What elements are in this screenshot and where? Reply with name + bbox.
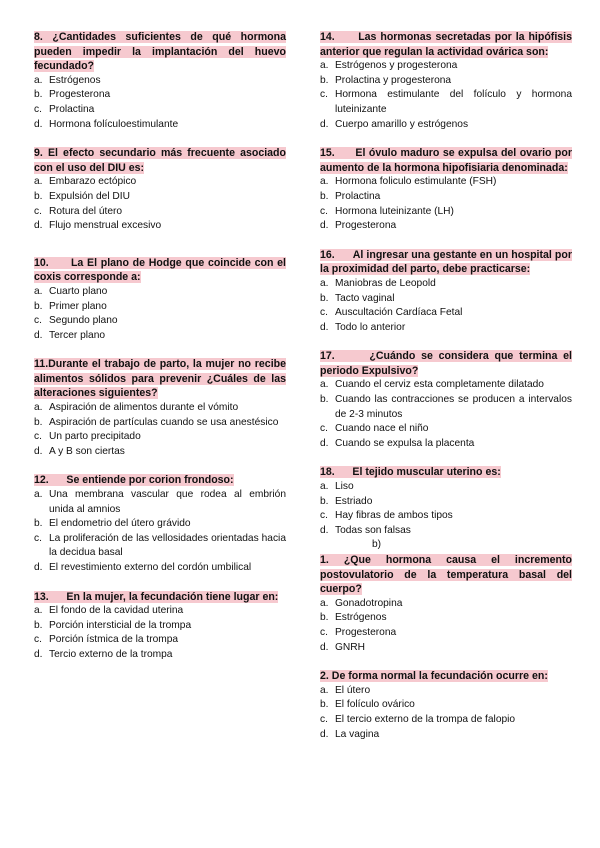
- option-c[interactable]: c. Hay fibras de ambos tipos: [320, 510, 453, 522]
- question-title: 12. Se entiende por corion frondoso:: [34, 474, 234, 487]
- option-b[interactable]: b. Tacto vaginal: [320, 292, 395, 304]
- option-b[interactable]: b. Expulsión del DIU: [34, 190, 130, 202]
- option-b[interactable]: b. El endometrio del útero grávido: [34, 518, 191, 530]
- option-b[interactable]: b. Prolactina y progesterona: [320, 74, 452, 86]
- option-a[interactable]: a. Maniobras de Leopold: [320, 277, 436, 289]
- option-d[interactable]: d. El revestimiento externo del cordón umbilical: [34, 562, 252, 573]
- option-list: [34, 604, 286, 662]
- option-c[interactable]: c. Porción ístmica de la trompa: [34, 634, 179, 646]
- left-column: [34, 30, 286, 663]
- option-c[interactable]: c. Auscultación Cardíaca Fetal: [320, 307, 463, 319]
- option-list: [320, 597, 572, 655]
- trailing-note: b): [372, 539, 382, 551]
- option-a[interactable]: a. Cuarto plano: [34, 285, 108, 297]
- option-d[interactable]: d. Tercer plano: [34, 329, 106, 341]
- option-b[interactable]: b. Cuando las contracciones se producen a intervalos de 2-3 minutos: [320, 394, 572, 420]
- question-17: [320, 349, 572, 451]
- question-title: 9. El efecto secundario más frecuente asociado con el uso del DIU es:: [34, 147, 286, 174]
- option-d[interactable]: d. La vagina: [320, 728, 380, 740]
- question-12: [34, 473, 286, 575]
- option-d[interactable]: d. Todo lo anterior: [320, 321, 406, 333]
- question-10: [34, 256, 286, 344]
- question-16: [320, 248, 572, 336]
- option-a[interactable]: a. Una membrana vascular que rodea al embrión unida al amnios: [34, 489, 286, 515]
- right-column: [320, 30, 572, 742]
- option-c[interactable]: c. Rotura del útero: [34, 205, 123, 217]
- option-b[interactable]: b. Primer plano: [34, 300, 107, 312]
- option-a[interactable]: a. Hormona foliculo estimulante (FSH): [320, 176, 497, 188]
- option-c[interactable]: c. Hormona estimulante del folículo y hormona luteinizante: [320, 89, 572, 115]
- question-13: [34, 590, 286, 663]
- question-8: [34, 30, 286, 132]
- option-a[interactable]: a. Embarazo ectópico: [34, 176, 137, 188]
- option-c[interactable]: c. Cuando nace el niño: [320, 423, 429, 435]
- option-list: [34, 285, 286, 343]
- question-title: 13. En la mujer, la fecundación tiene lugar en:: [34, 590, 279, 603]
- option-list: [34, 175, 286, 233]
- question-18: [320, 465, 572, 553]
- question-title: 8. ¿Cantidades suficientes de qué hormona pueden impedir la implantación del huevo fecundado?: [34, 31, 286, 73]
- question-9: [34, 146, 286, 234]
- question-14: [320, 30, 572, 132]
- option-d[interactable]: d. Hormona folículoestimulante: [34, 118, 179, 130]
- option-d[interactable]: d. Tercio externo de la trompa: [34, 648, 173, 660]
- question-1: [320, 553, 572, 655]
- option-c[interactable]: c. Segundo plano: [34, 315, 118, 327]
- option-a[interactable]: a. Aspiración de alimentos durante el vómito: [34, 402, 239, 414]
- option-a[interactable]: a. Cuando el cerviz esta completamente dilatado: [320, 379, 544, 391]
- option-c[interactable]: c. Hormona luteinizante (LH): [320, 205, 454, 217]
- option-b[interactable]: b. Estriado: [320, 495, 373, 507]
- option-a[interactable]: a. El fondo de la cavidad uterina: [34, 605, 184, 617]
- option-list: [320, 480, 572, 538]
- question-2: [320, 669, 572, 742]
- option-d[interactable]: d. Flujo menstrual excesivo: [34, 220, 162, 232]
- option-b[interactable]: b. Aspiración de partículas cuando se usa anestésico: [34, 416, 279, 428]
- option-list: [320, 277, 572, 335]
- option-a[interactable]: a. Gonadotropina: [320, 597, 403, 609]
- question-title: 17. ¿Cuándo se considera que termina el periodo Expulsivo?: [320, 350, 572, 377]
- option-a[interactable]: a. Estrógenos: [34, 74, 101, 86]
- option-list: [34, 74, 286, 132]
- question-title: 14. Las hormonas secretadas por la hipófisis anterior que regulan la actividad ovárica son:: [320, 31, 573, 58]
- question-title: 18. El tejido muscular uterino es:: [320, 466, 501, 479]
- question-title: 10. La El plano de Hodge que coincide con el coxis corresponde a:: [34, 256, 286, 284]
- option-c[interactable]: c. Progesterona: [320, 626, 397, 638]
- option-d[interactable]: d. GNRH: [320, 641, 365, 653]
- option-d[interactable]: d. Todas son falsas: [320, 524, 411, 536]
- question-title: 16. Al ingresar una gestante en un hospital por la proximidad del parto, debe practicarse:: [320, 248, 572, 276]
- option-list: [34, 401, 286, 459]
- question-title: 15. El óvulo maduro se expulsa del ovario por aumento de la hormona hipofisiaria denominada:: [320, 147, 572, 174]
- option-c[interactable]: c. El tercio externo de la trompa de falopio: [320, 713, 516, 725]
- option-list: [320, 59, 572, 132]
- option-a[interactable]: a. El útero: [320, 684, 371, 696]
- option-b[interactable]: b. Porción intersticial de la trompa: [34, 619, 192, 631]
- option-d[interactable]: d. Progesterona: [320, 220, 397, 232]
- question-15: [320, 146, 572, 234]
- option-list: [320, 378, 572, 451]
- question-title: 2. De forma normal la fecundación ocurre en:: [320, 670, 548, 683]
- option-list: [34, 488, 286, 576]
- option-b[interactable]: b. Progesterona: [34, 89, 111, 101]
- option-c[interactable]: c. Un parto precipitado: [34, 431, 141, 443]
- option-a[interactable]: a. Estrógenos y progesterona: [320, 60, 458, 72]
- option-a[interactable]: a. Liso: [320, 481, 354, 493]
- option-b[interactable]: b. Prolactina: [320, 190, 381, 202]
- option-b[interactable]: b. El folículo ovárico: [320, 699, 415, 711]
- option-d[interactable]: d. Cuando se expulsa la placenta: [320, 437, 475, 449]
- option-d[interactable]: d. A y B son ciertas: [34, 445, 125, 457]
- option-b[interactable]: b. Estrógenos: [320, 612, 387, 624]
- option-list: [320, 684, 572, 742]
- option-c[interactable]: c. La proliferación de las vellosidades orientadas hacia la decidua basal: [34, 532, 286, 559]
- option-d[interactable]: d. Cuerpo amarillo y estrógenos: [320, 118, 469, 130]
- question-11: [34, 357, 286, 459]
- option-list: [320, 175, 572, 233]
- question-title: 11.Durante el trabajo de parto, la mujer no recibe alimentos sólidos para prevenir ¿Cuáles de las alteraciones siguientes?: [34, 358, 286, 400]
- option-c[interactable]: c. Prolactina: [34, 103, 95, 115]
- question-title: 1. ¿Que hormona causa el incremento postovulatorio de la temperatura basal del cuerpo?: [320, 554, 573, 596]
